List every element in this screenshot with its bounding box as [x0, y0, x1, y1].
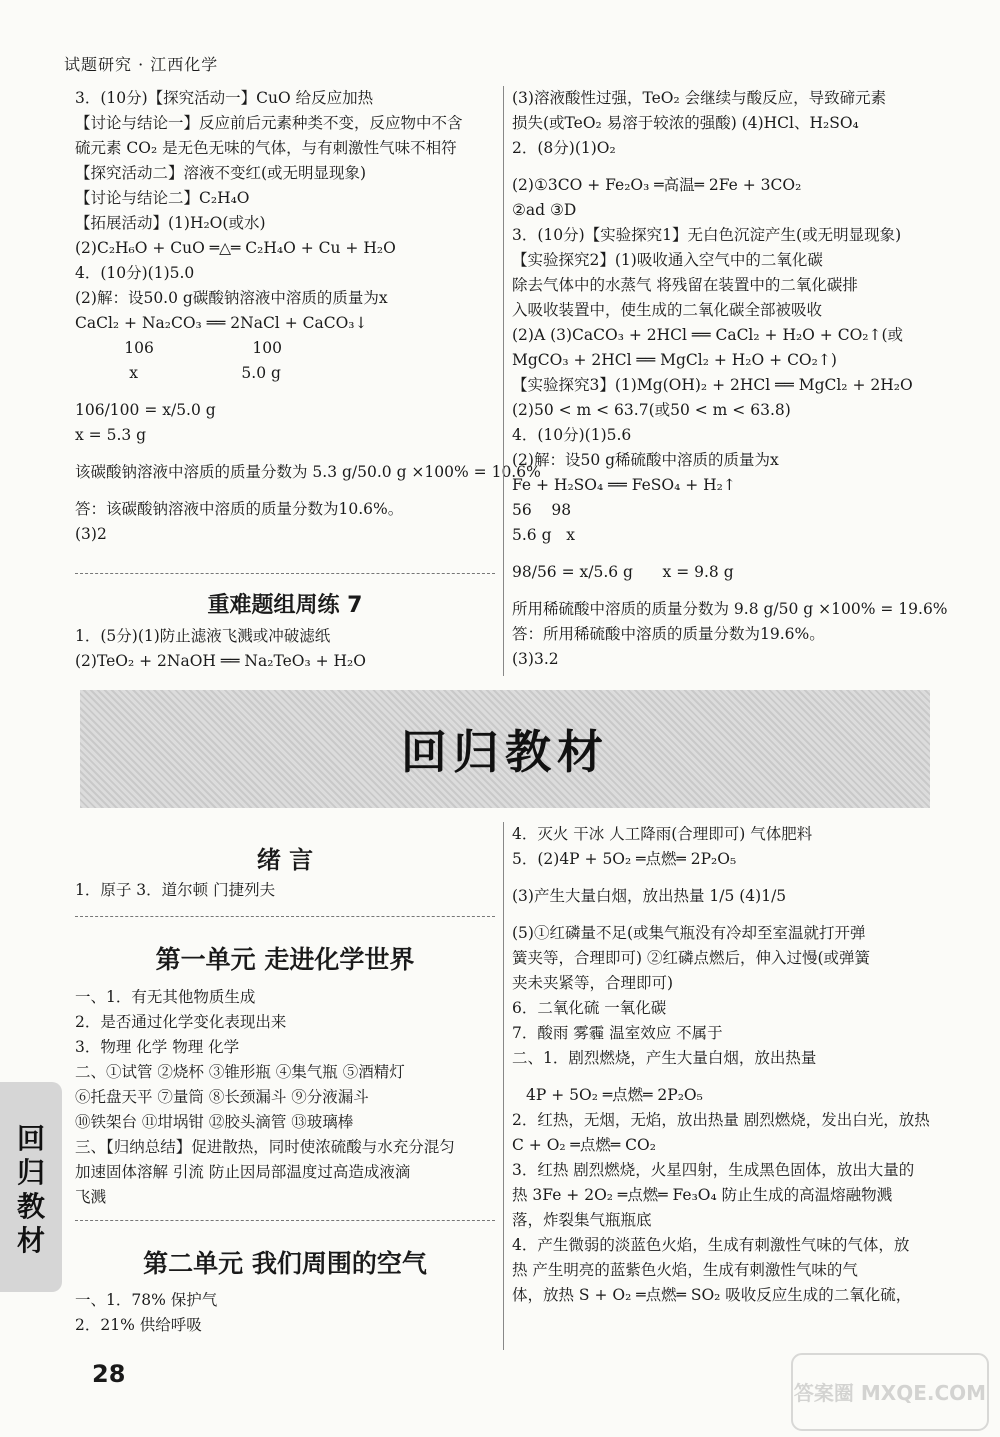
answer-line: (2)解：设50.0 g碳酸钠溶液中溶质的质量为x [75, 289, 388, 307]
section-banner [80, 690, 930, 808]
answer-line: 4．灭火 干冰 人工降雨(合理即可) 气体肥料 [512, 825, 813, 843]
answer-line: 5．(2)4P + 5O₂ ═点燃═ 2P₂O₅ [512, 850, 737, 868]
answer-line: (2)C₂H₆O + CuO ═△═ C₂H₄O + Cu + H₂O [75, 239, 396, 257]
intro-title: 绪 言 [256, 846, 314, 874]
watermark-text: 答案圈 MXQE.COM [793, 1381, 987, 1405]
answer-line: 二、①试管 ②烧杯 ③锥形瓶 ④集气瓶 ⑤酒精灯 [75, 1063, 405, 1081]
answer-line: x 5.0 g [75, 364, 281, 382]
answer-line: (3)产生大量白烟，放出热量 1/5 (4)1/5 [512, 887, 787, 905]
answer-line: 答：所用稀硫酸中溶质的质量分数为19.6%。 [512, 625, 825, 643]
page-number: 28 [92, 1360, 126, 1388]
answer-line: 三、【归纳总结】促进散热，同时使浓硫酸与水充分混匀 [75, 1138, 455, 1156]
answer-line: 夹未夹紧等，合理即可) [512, 974, 674, 992]
answer-line: 体，放热 S + O₂ ═点燃═ SO₂ 吸收反应生成的二氧化硫， [512, 1286, 912, 1304]
answer-line: 【探究活动二】溶液不变红(或无明显现象) [75, 164, 367, 182]
answer-line: 4．(10分)(1)5.0 [75, 264, 195, 282]
answer-line: ⑩铁架台 ⑪坩埚钳 ⑫胶头滴管 ⑬玻璃棒 [75, 1113, 354, 1131]
answers-top-left [75, 86, 541, 547]
answer-line: 飞溅 [75, 1188, 107, 1206]
column-divider [503, 86, 504, 676]
answer-line: 入吸收装置中，使生成的二氧化碳全部被吸收 [512, 301, 823, 319]
page-header: 试题研究 · 江西化学 [64, 55, 219, 74]
answer-line: 一、1．有无其他物质生成 [75, 988, 256, 1006]
answer-line: Fe + H₂SO₄ ══ FeSO₄ + H₂↑ [512, 476, 736, 494]
answer-line: 二、1．剧烈燃烧，产生大量白烟，放出热量 [512, 1049, 817, 1067]
answer-line: (2)50 < m < 63.7(或50 < m < 63.8) [512, 401, 791, 419]
answer-line: 硫元素 CO₂ 是无色无味的气体，与有刺激性气味不相符 [75, 139, 457, 157]
answer-line: 簧夹等，合理即可) ②红磷点燃后，伸入过慢(或弹簧 [512, 949, 871, 967]
answer-line: 7．酸雨 雾霾 温室效应 不属于 [512, 1024, 723, 1042]
divider [75, 573, 495, 574]
answer-line: (2)解：设50 g稀硫酸中溶质的质量为x [512, 451, 779, 469]
watermark-logo [790, 1352, 990, 1432]
side-tab [0, 1082, 62, 1292]
answer-line: CaCl₂ + Na₂CO₃ ══ 2NaCl + CaCO₃↓ [75, 314, 368, 332]
answer-line: 热 产生明亮的蓝紫色火焰，生成有刺激性气味的气 [512, 1261, 858, 1279]
answer-line: 3．红热 剧烈燃烧，火星四射，生成黑色固体，放出大量的 [512, 1161, 915, 1179]
answer-line: 3．(10分)【探究活动一】CuO 给反应加热 [75, 89, 374, 107]
weekly-practice-answers [75, 624, 495, 674]
answer-line: (5)①红磷量不足(或集气瓶没有冷却至室温就打开弹 [512, 924, 866, 942]
unit2-answers [75, 1288, 495, 1338]
answer-line: 2．是否通过化学变化表现出来 [75, 1013, 287, 1031]
answer-line: 答：该碳酸钠溶液中溶质的质量分数为10.6%。 [75, 500, 404, 518]
unit2-title: 第二单元 我们周围的空气 [143, 1249, 427, 1278]
answer-line: 【讨论与结论二】C₂H₄O [75, 189, 250, 207]
answer-line: 1．原子 3．道尔顿 门捷列夫 [75, 881, 276, 899]
answer-line: 损失(或TeO₂ 易溶于较浓的强酸) (4)HCl、H₂SO₄ [512, 114, 859, 132]
answer-line: 106 100 [75, 339, 282, 357]
answer-line: 【拓展活动】(1)H₂O(或水) [75, 214, 266, 232]
answer-line: 4．(10分)(1)5.6 [512, 426, 632, 444]
intro-answers [75, 878, 495, 903]
answer-line: 4．产生微弱的淡蓝色火焰，生成有刺激性气味的气体，放 [512, 1236, 910, 1254]
answer-line: (3)3.2 [512, 650, 559, 668]
answer-line: 加速固体溶解 引流 防止因局部温度过高造成液滴 [75, 1163, 411, 1181]
answer-line: 1．(5分)(1)防止滤液飞溅或冲破滤纸 [75, 627, 331, 645]
answer-line: 【实验探究2】(1)吸收通入空气中的二氧化碳 [512, 251, 823, 269]
unit1-answers [75, 985, 495, 1210]
answers-bottom-right [512, 822, 942, 1308]
answer-line: 56 98 [512, 501, 572, 519]
answer-line: 一、1．78% 保护气 [75, 1291, 218, 1309]
column-divider [503, 822, 504, 1350]
answer-line: (3)溶液酸性过强，TeO₂ 会继续与酸反应，导致碲元素 [512, 89, 887, 107]
answer-line: x = 5.3 g [75, 426, 147, 444]
answer-line: 4P + 5O₂ ═点燃═ 2P₂O₅ [526, 1086, 703, 1104]
divider [75, 1220, 495, 1221]
answer-line: 所用稀硫酸中溶质的质量分数为 9.8 g/50 g ×100% = 19.6% [512, 600, 948, 618]
answer-line: 除去气体中的水蒸气 将残留在装置中的二氧化碳排 [512, 276, 858, 294]
answer-line: (2)①3CO + Fe₂O₃ ═高温═ 2Fe + 3CO₂ [512, 176, 802, 194]
answer-line: ②ad ③D [512, 201, 577, 219]
answer-line: 落，炸裂集气瓶瓶底 [512, 1211, 652, 1229]
answer-line: 该碳酸钠溶液中溶质的质量分数为 5.3 g/50.0 g ×100% = 10.6% [75, 463, 541, 481]
answer-line: 2．(8分)(1)O₂ [512, 139, 616, 157]
answers-top-right [512, 86, 948, 672]
answer-line: 6．二氧化硫 一氧化碳 [512, 999, 667, 1017]
answer-line: 3．物理 化学 物理 化学 [75, 1038, 240, 1056]
answer-line: 106/100 = x/5.0 g [75, 401, 216, 419]
answer-line: 3．(10分)【实验探究1】无白色沉淀产生(或无明显现象) [512, 226, 902, 244]
answer-line: 5.6 g x [512, 526, 576, 544]
answer-line: ⑥托盘天平 ⑦量筒 ⑧长颈漏斗 ⑨分液漏斗 [75, 1088, 369, 1106]
divider [75, 916, 495, 917]
answer-line: 2．21% 供给呼吸 [75, 1316, 202, 1334]
unit1-title: 第一单元 走进化学世界 [155, 945, 415, 974]
answer-line: 【实验探究3】(1)Mg(OH)₂ + 2HCl ══ MgCl₂ + 2H₂O [512, 376, 913, 394]
side-tab-label: 回归教材 [16, 1122, 45, 1257]
answer-line: C + O₂ ═点燃═ CO₂ [512, 1136, 656, 1154]
answer-line: MgCO₃ + 2HCl ══ MgCl₂ + H₂O + CO₂↑) [512, 351, 837, 369]
answer-line: 98/56 = x/5.6 g x = 9.8 g [512, 563, 734, 581]
answer-line: (2)A (3)CaCO₃ + 2HCl ══ CaCl₂ + H₂O + CO₂↑(或 [512, 326, 904, 344]
answer-line: 【讨论与结论一】反应前后元素种类不变，反应物中不含 [75, 114, 463, 132]
weekly-practice-title: 重难题组周练 7 [207, 593, 363, 618]
answer-line: (2)TeO₂ + 2NaOH ══ Na₂TeO₃ + H₂O [75, 652, 366, 670]
answer-line: (3)2 [75, 525, 107, 543]
banner-title: 回归教材 [401, 725, 609, 779]
answer-line: 热 3Fe + 2O₂ ═点燃═ Fe₃O₄ 防止生成的高温熔融物溅 [512, 1186, 893, 1204]
answer-line: 2．红热，无烟，无焰，放出热量 剧烈燃烧，发出白光，放热 [512, 1111, 930, 1129]
